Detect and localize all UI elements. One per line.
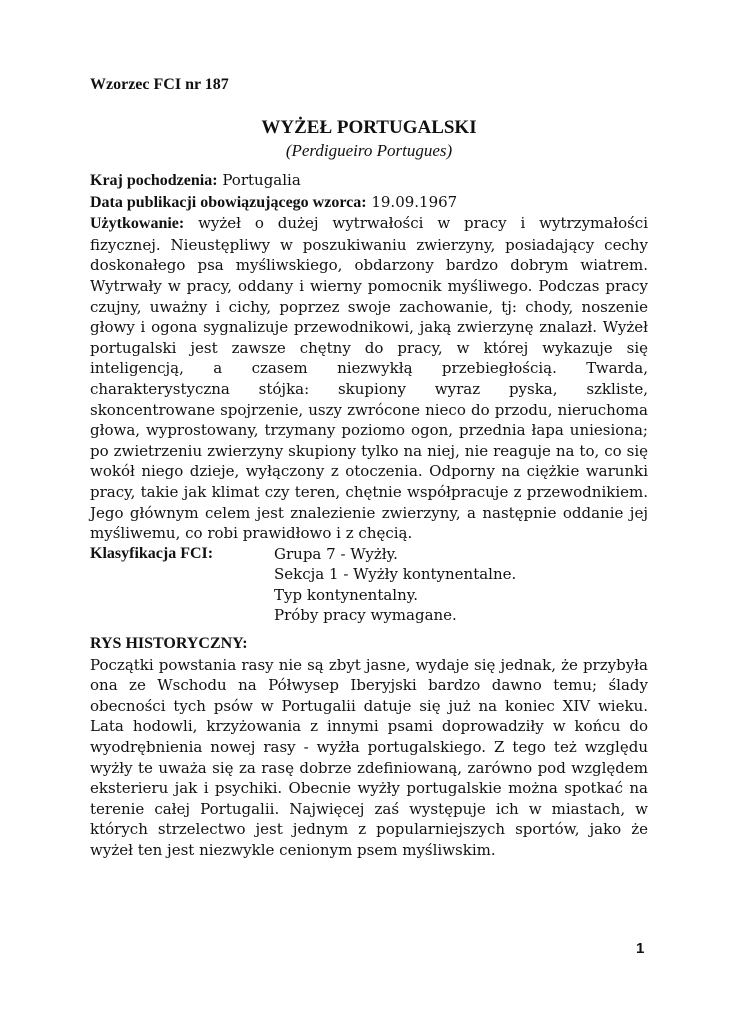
usage-label: Użytkowanie: <box>90 215 185 233</box>
classification-label: Klasyfikacja FCI: <box>90 544 214 562</box>
history-paragraph: Początki powstania rasy nie są zbyt jasne, wydaje się jednak, że przybyła ona ze Wschodu na Półwysep Iberyjski bardzo dawno temu; ślady obecności tych psów w Portugalii datuje się już na koniec XIV wieku. Lata hodowli, krzyżowania z innymi psami doprowadziły w końcu do wyodrębnienia nowej rasy - wyżła portugalskiego. Z tego też względu wyżły te uważa się za rasę dobrze zdefiniowaną, zarówno pod względem eksterieru jak i psychiki. Obecnie wyżły portugalskie można spotkać na terenie całej Portugalii. Najwięcej zaś występuje ich w miastach, w których strzelectwo jest jednym z popularniejszych sportów, jako że wyżeł ten jest niezwykle cenionym psem myśliwskim. <box>90 655 648 859</box>
classification-group: Grupa 7 - Wyżły. <box>274 544 398 563</box>
page-number: 1 <box>636 940 645 957</box>
usage-paragraph <box>90 213 648 544</box>
publication-label: Data publikacji obowiązującego wzorca: <box>90 193 367 211</box>
origin-value: Portugalia <box>217 171 301 189</box>
classification-block <box>90 544 648 626</box>
classification-type: Typ kontynentalny. <box>274 585 419 604</box>
origin-label: Kraj pochodzenia: <box>90 172 218 189</box>
breed-title: WYŻEŁ PORTUGALSKI <box>261 117 477 138</box>
usage-text: wyżeł o dużej wytrwałości w pracy i wytrzymałości fizycznej. Nieustępliwy w poszukiwaniu zwierzyny, posiadający cechy doskonałego psa myśliwskiego, obdarzony bardzo dobrym wiatrem. Wytrwały w pracy, oddany i wierny pomocnik myśliwego. Podczas pracy czujny, uważny i cichy, poprzez swoje zachowanie, tj: chody, noszenie głowy i ogona sygnalizuje przewodnikowi, jaką zwierzynę znalazł. Wyżeł portugalski jest zawsze chętny do pracy, w której wykazuje się inteligencją, a czasem niezwykłą przebiegłością. Twarda, charakterystyczna stójka: skupiony wyraz pyska, szkliste, skoncentrowane spojrzenie, uszy zwrócone nieco do przodu, nieruchoma głowa, wyprostowany, trzymany poziomo ogon, przednia łapa uniesiona; po zwietrzeniu zwierzyny skupiony tylko na niej, nie reaguje na to, co się wokół niego dzieje, wyłączony z otoczenia. Odporny na ciężkie warunki pracy, takie jak klimat czy teren, chętnie współpracuje z przewodnikiem. Jego głównym celem jest znalezienie zwierzyny, a następnie oddanie jej myśliwemu, co robi prawidłowo i z chęcią. <box>90 214 648 543</box>
standard-number: Wzorzec FCI nr 187 <box>90 76 229 93</box>
history-heading: RYS HISTORYCZNY: <box>90 635 248 653</box>
origin-line <box>90 170 648 192</box>
breed-subtitle: (Perdigueiro Portugues) <box>285 141 453 160</box>
document-page <box>90 76 648 861</box>
publication-value: 19.09.1967 <box>366 192 458 211</box>
classification-trials: Próby pracy wymagane. <box>274 606 457 625</box>
publication-line <box>90 192 648 214</box>
classification-section: Sekcja 1 - Wyżły kontynentalne. <box>274 565 517 584</box>
classification-values <box>274 544 516 626</box>
